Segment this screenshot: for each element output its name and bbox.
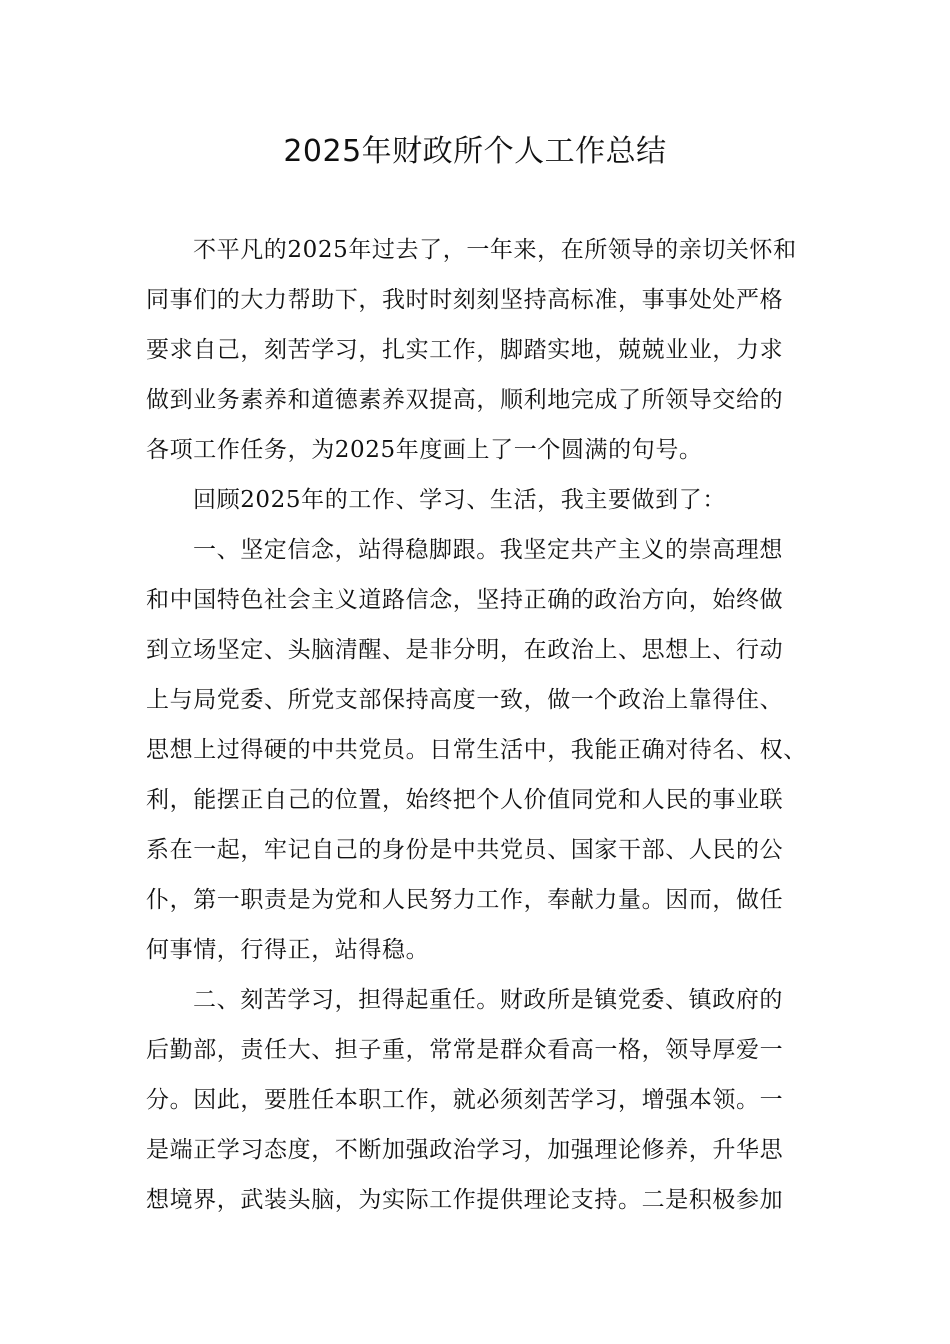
body-line: 要求自己，刻苦学习，扎实工作，脚踏实地，兢兢业业，力求 — [146, 337, 784, 363]
body-line: 是端正学习态度，不断加强政治学习，加强理论修养，升华思 — [146, 1137, 784, 1163]
body-line: 后勤部，责任大、担子重，常常是群众看高一格，领导厚爱一 — [146, 1037, 784, 1063]
body-line: 分。因此，要胜任本职工作，就必须刻苦学习，增强本领。一 — [146, 1087, 784, 1113]
body-line: 各项工作任务，为2025年度画上了一个圆满的句号。 — [146, 437, 703, 463]
document-title: 2025年财政所个人工作总结 — [283, 134, 667, 169]
body-line: 一、坚定信念，站得稳脚跟。我坚定共产主义的崇高理想 — [193, 537, 783, 563]
body-line: 到立场坚定、头脑清醒、是非分明，在政治上、思想上、行动 — [146, 637, 784, 663]
body-line: 上与局党委、所党支部保持高度一致，做一个政治上靠得住、 — [146, 687, 784, 713]
body-line: 思想上过得硬的中共党员。日常生活中，我能正确对待名、权、 — [146, 737, 807, 763]
body-line: 想境界，武装头脑，为实际工作提供理论支持。二是积极参加 — [146, 1187, 784, 1213]
body-line: 不平凡的2025年过去了，一年来，在所领导的亲切关怀和 — [193, 237, 797, 263]
body-line: 和中国特色社会主义道路信念，坚持正确的政治方向，始终做 — [146, 587, 784, 613]
body-line: 利，能摆正自己的位置，始终把个人价值同党和人民的事业联 — [146, 787, 784, 813]
body-line: 系在一起，牢记自己的身份是中共党员、国家干部、人民的公 — [146, 837, 784, 863]
body-line: 何事情，行得正，站得稳。 — [146, 937, 430, 963]
body-line: 回顾2025年的工作、学习、生活，我主要做到了： — [193, 487, 726, 513]
body-line: 同事们的大力帮助下，我时时刻刻坚持高标准，事事处处严格 — [146, 287, 784, 313]
body-line: 二、刻苦学习，担得起重任。财政所是镇党委、镇政府的 — [193, 987, 783, 1013]
body-line: 做到业务素养和道德素养双提高，顺利地完成了所领导交给的 — [146, 387, 784, 413]
body-line: 仆，第一职责是为党和人民努力工作，奉献力量。因而，做任 — [146, 887, 784, 913]
